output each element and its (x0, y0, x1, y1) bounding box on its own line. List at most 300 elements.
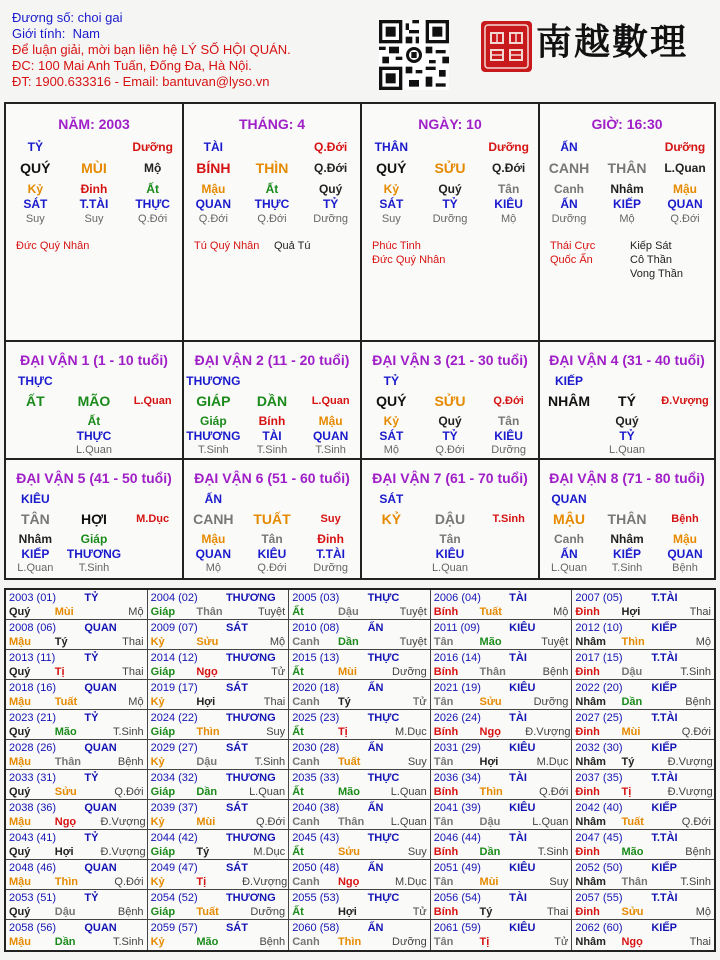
year-cell[interactable] (6, 830, 148, 860)
year-phase: Suy (549, 876, 569, 888)
hidden-stems-row (6, 182, 182, 196)
year-cell[interactable] (6, 590, 148, 620)
year-cell[interactable] (289, 590, 431, 620)
year-age: 2022 (20) (575, 682, 623, 694)
gender-label: Giới tính: (12, 26, 66, 41)
dai-van-title: ĐẠI VẬN 3 (21 - 30 tuổi) (372, 352, 528, 368)
year-cell[interactable] (6, 920, 148, 950)
year-stem: Quý (9, 726, 31, 738)
year-pillar-line (151, 605, 286, 619)
year-age: 2007 (05) (575, 592, 623, 604)
year-cell[interactable] (148, 800, 290, 830)
hidden-stem: Ất (265, 182, 279, 196)
year-phase: Tử (271, 666, 286, 678)
heavenly-stem: NHÂM (548, 393, 590, 409)
year-stem: Canh (292, 876, 320, 888)
year-cell[interactable] (572, 650, 714, 680)
year-cell[interactable] (289, 710, 431, 740)
year-cell[interactable] (6, 770, 148, 800)
year-pillar-line (575, 605, 711, 619)
year-cell[interactable] (572, 770, 714, 800)
hidden-phases-row (362, 213, 538, 225)
year-cell[interactable] (289, 680, 431, 710)
star-row (550, 253, 714, 267)
year-cell[interactable] (6, 890, 148, 920)
hidden-phase: T.Sinh (78, 562, 110, 574)
year-pillar-line (575, 935, 711, 949)
hidden-relation: THỰC (254, 197, 290, 211)
year-pillar-line (151, 665, 286, 679)
hidden-phase: T.Sinh (198, 444, 229, 456)
year-pillar-line (9, 635, 144, 649)
year-line (151, 861, 286, 875)
year-age: 2021 (19) (433, 682, 481, 694)
year-age: 2023 (21) (9, 712, 57, 724)
header (0, 0, 720, 100)
year-cell[interactable] (572, 920, 714, 950)
dai-van-2[interactable] (184, 342, 362, 460)
year-line (434, 861, 569, 875)
star-row (550, 239, 714, 253)
hidden-relation: KIẾP (21, 547, 50, 561)
year-relation: TÀI (509, 892, 527, 904)
stem-phase: Dưỡng (132, 140, 173, 154)
year-relation: THƯƠNG (225, 832, 276, 844)
branch-phase: Bệnh (671, 513, 699, 525)
year-relation: T.TÀI (651, 772, 678, 784)
year-branch: Tuất (337, 756, 361, 768)
year-line (575, 711, 711, 725)
year-pillar-line (434, 695, 569, 709)
year-cell[interactable] (431, 680, 573, 710)
year-stem: Đinh (575, 846, 600, 858)
year-age: 2032 (30) (575, 742, 623, 754)
year-stem: Giáp (150, 666, 176, 678)
year-pillar-line (151, 755, 286, 769)
year-cell[interactable] (572, 800, 714, 830)
year-cell[interactable] (289, 860, 431, 890)
year-cell[interactable] (431, 890, 573, 920)
year-pillar-line (292, 845, 427, 859)
year-line (9, 621, 144, 635)
year-pillar-line (575, 635, 711, 649)
dai-van-relation-row (362, 492, 538, 506)
year-pillar-line (434, 815, 569, 829)
year-cell[interactable] (431, 860, 573, 890)
year-stem: Tân (433, 936, 454, 948)
year-stem: Giáp (150, 846, 176, 858)
dai-van-title: ĐẠI VẬN 7 (61 - 70 tuổi) (372, 470, 528, 486)
star-auspicious (550, 267, 630, 281)
hidden-relation: QUAN (667, 547, 703, 561)
year-stem: Ất (292, 906, 304, 918)
year-age: 2028 (26) (9, 742, 57, 754)
year-age: 2056 (54) (433, 892, 481, 904)
hidden-relation: ẤN (560, 547, 578, 561)
year-line (434, 801, 569, 815)
year-cell[interactable] (148, 710, 290, 740)
year-stem: Kỷ (150, 816, 165, 828)
year-relation: THỰC (367, 712, 400, 724)
dai-van-title: ĐẠI VẬN 2 (11 - 20 tuổi) (194, 352, 350, 368)
year-line (292, 681, 427, 695)
year-pillar-line (9, 695, 144, 709)
gender-value: Nam (72, 26, 101, 41)
year-cell[interactable] (289, 800, 431, 830)
dai-van-main-row (540, 511, 714, 527)
year-cell[interactable] (148, 920, 290, 950)
year-cell[interactable] (148, 860, 290, 890)
year-cell[interactable] (289, 620, 431, 650)
dai-van-title: ĐẠI VẬN 4 (31 - 40 tuổi) (549, 352, 705, 368)
year-cell[interactable] (572, 620, 714, 650)
year-relation: QUAN (84, 802, 117, 814)
year-branch: Mùi (54, 606, 74, 618)
year-age: 2025 (23) (292, 712, 340, 724)
year-phase: Q.Đới (681, 816, 711, 828)
pillar-relation-row (362, 140, 538, 154)
hidden-stem: Giáp (80, 532, 108, 546)
dai-van-3[interactable] (362, 342, 540, 460)
year-line (575, 741, 711, 755)
year-line (292, 831, 427, 845)
year-branch: Mùi (621, 726, 641, 738)
hidden-stem: Mậu (201, 532, 226, 546)
year-phase: Tử (554, 936, 569, 948)
year-pillar-line (151, 785, 286, 799)
year-branch: Dần (196, 786, 218, 798)
year-branch: Ngọ (337, 876, 360, 888)
star-auspicious: Đức Quý Nhân (372, 254, 446, 266)
year-age: 2019 (17) (150, 682, 198, 694)
year-branch: Tị (337, 726, 348, 738)
year-pillar-line (575, 905, 711, 919)
year-cell[interactable] (431, 800, 573, 830)
year-cell[interactable] (148, 680, 290, 710)
year-pillar-line (434, 605, 569, 619)
year-age: 2045 (43) (292, 832, 340, 844)
year-branch: Tuất (54, 696, 78, 708)
year-age: 2013 (11) (9, 652, 56, 664)
year-stem: Đinh (575, 666, 600, 678)
hidden-stem: Tân (497, 182, 520, 196)
stem-phase: Dưỡng (664, 140, 706, 154)
hidden-stem: Canh (554, 182, 584, 196)
hidden-phase: Mộ (205, 562, 221, 574)
year-cell[interactable] (148, 740, 290, 770)
address-line: ĐC: 100 Mai Anh Tuấn, Đống Đa, Hà Nội. (12, 58, 252, 73)
year-branch: Thìn (337, 936, 362, 948)
year-cell[interactable] (431, 650, 573, 680)
year-stem: Mậu (9, 636, 31, 648)
year-branch: Hợi (196, 696, 216, 708)
year-relation: TỶ (84, 712, 99, 724)
hidden-relation: T.TÀI (79, 197, 109, 211)
year-pillar-line (9, 665, 144, 679)
year-age: 2040 (38) (292, 802, 340, 814)
year-phase: Thai (689, 936, 711, 948)
year-cell[interactable] (289, 920, 431, 950)
year-pillar-line (151, 905, 286, 919)
year-cell[interactable] (148, 620, 290, 650)
stem-relation: THÂN (374, 140, 408, 154)
hidden-relations-row (540, 547, 714, 561)
year-age: 2062 (60) (575, 922, 623, 934)
year-phase: L.Quan (249, 786, 286, 798)
heavenly-stem: QUÝ (20, 160, 51, 176)
year-relation: THƯƠNG (225, 712, 276, 724)
year-phase: Tuyệt (399, 636, 427, 648)
year-cell[interactable] (431, 920, 573, 950)
year-line (292, 591, 427, 605)
dai-van-relation-row (540, 492, 714, 506)
hidden-phase: Q.Đới (257, 213, 287, 225)
dai-van-8[interactable] (540, 460, 714, 578)
hidden-relations-row (6, 429, 182, 443)
year-cell[interactable] (148, 650, 290, 680)
year-branch: Sửu (337, 846, 360, 858)
year-relation: QUAN (84, 862, 117, 874)
year-pillar-line (434, 935, 569, 949)
year-relation: TÀI (509, 712, 527, 724)
dai-van-main-row (184, 511, 360, 527)
year-stem: Nhâm (575, 816, 606, 828)
dai-van-relation-row (362, 374, 538, 388)
hidden-relations-row (540, 197, 714, 211)
year-phase: Q.Đới (681, 726, 711, 738)
hidden-relation: KIÊU (494, 429, 523, 443)
year-cell[interactable] (6, 620, 148, 650)
year-age: 2034 (32) (150, 772, 198, 784)
heavenly-stem: QUÝ (376, 160, 407, 176)
year-phase: Q.Đới (539, 786, 569, 798)
year-relation: TỶ (84, 592, 99, 604)
year-age: 2003 (01) (9, 592, 57, 604)
year-cell[interactable] (6, 650, 148, 680)
stem-relation: THƯƠNG (186, 374, 241, 388)
year-stem: Quý (9, 666, 31, 678)
earthly-branch: TUẤT (253, 511, 291, 527)
year-branch: Dậu (479, 816, 501, 828)
year-branch: Hợi (621, 606, 641, 618)
year-stem: Mậu (9, 756, 31, 768)
year-line (434, 711, 569, 725)
year-age: 2046 (44) (433, 832, 481, 844)
pillar-relation-row (184, 140, 360, 154)
year-cell[interactable] (6, 740, 148, 770)
year-cell[interactable] (6, 800, 148, 830)
year-stem: Tân (433, 816, 454, 828)
year-cell[interactable] (148, 770, 290, 800)
dai-van-6[interactable] (184, 460, 362, 578)
year-phase: L.Quan (390, 816, 427, 828)
hidden-phases-row (184, 213, 360, 225)
year-cell[interactable] (572, 890, 714, 920)
year-cell[interactable] (289, 830, 431, 860)
year-branch: Tý (196, 846, 210, 858)
pillar-hour[interactable] (540, 104, 714, 342)
pillar-title: THÁNG: 4 (238, 116, 306, 132)
year-branch: Ngọ (621, 936, 643, 948)
pillar-title: NGÀY: 10 (418, 116, 482, 132)
heavenly-stem: CANH (193, 511, 234, 527)
year-stem: Ất (292, 786, 304, 798)
year-branch: Thân (621, 876, 648, 888)
year-relation: TÀI (509, 652, 527, 664)
year-line (151, 921, 286, 935)
year-pillar-line (292, 665, 427, 679)
year-cell[interactable] (148, 830, 290, 860)
pillar-month[interactable] (184, 104, 362, 342)
year-stem: Đinh (575, 786, 600, 798)
stem-relation: TỶ (27, 140, 43, 154)
year-stem: Kỷ (150, 876, 165, 888)
year-branch: Dậu (337, 606, 359, 618)
dai-van-4[interactable] (540, 342, 714, 460)
heavenly-stem: KỶ (381, 511, 402, 527)
heavenly-stem: CANH (548, 160, 590, 176)
year-cell[interactable] (6, 710, 148, 740)
heavenly-stem: TÂN (20, 511, 50, 527)
hidden-stems-row (540, 532, 714, 546)
pillar-main-row (540, 160, 714, 176)
bazi-chart (4, 102, 716, 580)
year-relation: T.TÀI (651, 712, 678, 724)
year-cell[interactable] (6, 860, 148, 890)
year-age: 2014 (12) (150, 652, 198, 664)
year-branch: Sửu (621, 906, 644, 918)
stem-relation: ẤN (560, 140, 578, 154)
year-stem: Giáp (150, 786, 176, 798)
year-stem: Nhâm (575, 876, 606, 888)
year-pillar-line (292, 875, 427, 889)
pillar-day[interactable] (362, 104, 540, 342)
year-relation: SÁT (225, 802, 248, 814)
year-stem: Bính (433, 726, 459, 738)
hidden-phase: Suy (25, 213, 45, 225)
qr-code-icon[interactable] (379, 20, 449, 90)
hidden-relations-row (184, 429, 360, 443)
year-cell[interactable] (289, 650, 431, 680)
year-line (151, 891, 286, 905)
year-phase: Suy (407, 756, 427, 768)
hidden-stems-row (362, 532, 538, 546)
year-cell[interactable] (289, 890, 431, 920)
year-cell[interactable] (572, 710, 714, 740)
year-cell[interactable] (572, 830, 714, 860)
year-stem: Mậu (9, 876, 31, 888)
year-cell[interactable] (572, 680, 714, 710)
year-pillar-line (575, 695, 711, 709)
year-stem: Kỷ (150, 756, 165, 768)
year-cell[interactable] (431, 590, 573, 620)
hidden-phases-row (184, 444, 360, 456)
hidden-relation: TỶ (442, 429, 458, 443)
hidden-stem: Ất (146, 182, 159, 196)
branch-phase: L.Quan (311, 395, 350, 407)
stem-relation: SÁT (379, 492, 404, 506)
year-phase: Suy (407, 846, 427, 858)
hidden-phase: Mộ (501, 213, 517, 225)
year-pillar-line (575, 665, 711, 679)
star-auspicious: Thái Cực (550, 240, 596, 252)
year-line (575, 771, 711, 785)
year-line (9, 741, 144, 755)
year-age: 2006 (04) (433, 592, 481, 604)
year-stem: Quý (9, 786, 31, 798)
year-line (292, 651, 427, 665)
hidden-relation: TỶ (619, 429, 635, 443)
earthly-branch: DẬU (434, 511, 466, 527)
year-cell[interactable] (6, 680, 148, 710)
year-relation: ẤN (367, 802, 384, 814)
year-cell[interactable] (431, 830, 573, 860)
year-stem: Bính (433, 666, 459, 678)
year-pillar-line (9, 875, 144, 889)
pillar-year[interactable] (6, 104, 184, 342)
year-relation: THỰC (367, 652, 400, 664)
year-phase: Mộ (553, 606, 569, 618)
year-stem: Nhâm (575, 636, 606, 648)
year-cell[interactable] (289, 770, 431, 800)
year-cell[interactable] (148, 890, 290, 920)
year-cell[interactable] (148, 590, 290, 620)
year-pillar-line (9, 845, 144, 859)
year-phase: Dưỡng (392, 936, 427, 948)
dai-van-7[interactable] (362, 460, 540, 578)
year-line (9, 771, 144, 785)
year-cell[interactable] (572, 740, 714, 770)
year-age: 2049 (47) (150, 862, 198, 874)
year-cell[interactable] (431, 740, 573, 770)
dai-van-title: ĐẠI VẬN 6 (51 - 60 tuổi) (194, 470, 350, 486)
stem-relation: KIÊU (20, 492, 50, 506)
year-cell[interactable] (572, 860, 714, 890)
dai-van-1[interactable] (6, 342, 184, 460)
hidden-phases-row (540, 562, 714, 574)
phone-email-line[interactable]: ĐT: 1900.633316 - Email: bantuvan@lyso.vn (12, 74, 270, 89)
year-pillar-line (292, 785, 427, 799)
year-cell[interactable] (289, 740, 431, 770)
year-relation: SÁT (225, 862, 248, 874)
year-phase: Thai (263, 696, 286, 708)
year-cell[interactable] (431, 710, 573, 740)
year-phase: Tuyệt (258, 606, 286, 618)
year-cell[interactable] (431, 620, 573, 650)
year-stem: Bính (433, 906, 459, 918)
year-relation: THƯƠNG (225, 592, 276, 604)
year-age: 2047 (45) (575, 832, 623, 844)
year-cell[interactable] (431, 770, 573, 800)
year-age: 2050 (48) (292, 862, 340, 874)
year-phase: Q.Đới (114, 876, 144, 888)
year-pillar-line (575, 875, 711, 889)
dai-van-5[interactable] (6, 460, 184, 578)
hidden-stem: Quý (438, 414, 462, 428)
year-phase: T.Sinh (680, 666, 711, 678)
hidden-phase: L.Quan (550, 562, 588, 574)
dai-van-relation-row (6, 374, 182, 388)
stem-relation: KIẾP (554, 374, 583, 388)
branch-phase: L.Quan (133, 395, 172, 407)
dai-van-title: ĐẠI VẬN 8 (71 - 80 tuổi) (549, 470, 705, 486)
year-relation: KIÊU (509, 922, 536, 934)
earthly-branch: MÙI (81, 160, 107, 176)
year-branch: Mùi (479, 876, 499, 888)
year-age: 2005 (03) (292, 592, 340, 604)
year-cell[interactable] (572, 590, 714, 620)
year-age: 2058 (56) (9, 922, 57, 934)
